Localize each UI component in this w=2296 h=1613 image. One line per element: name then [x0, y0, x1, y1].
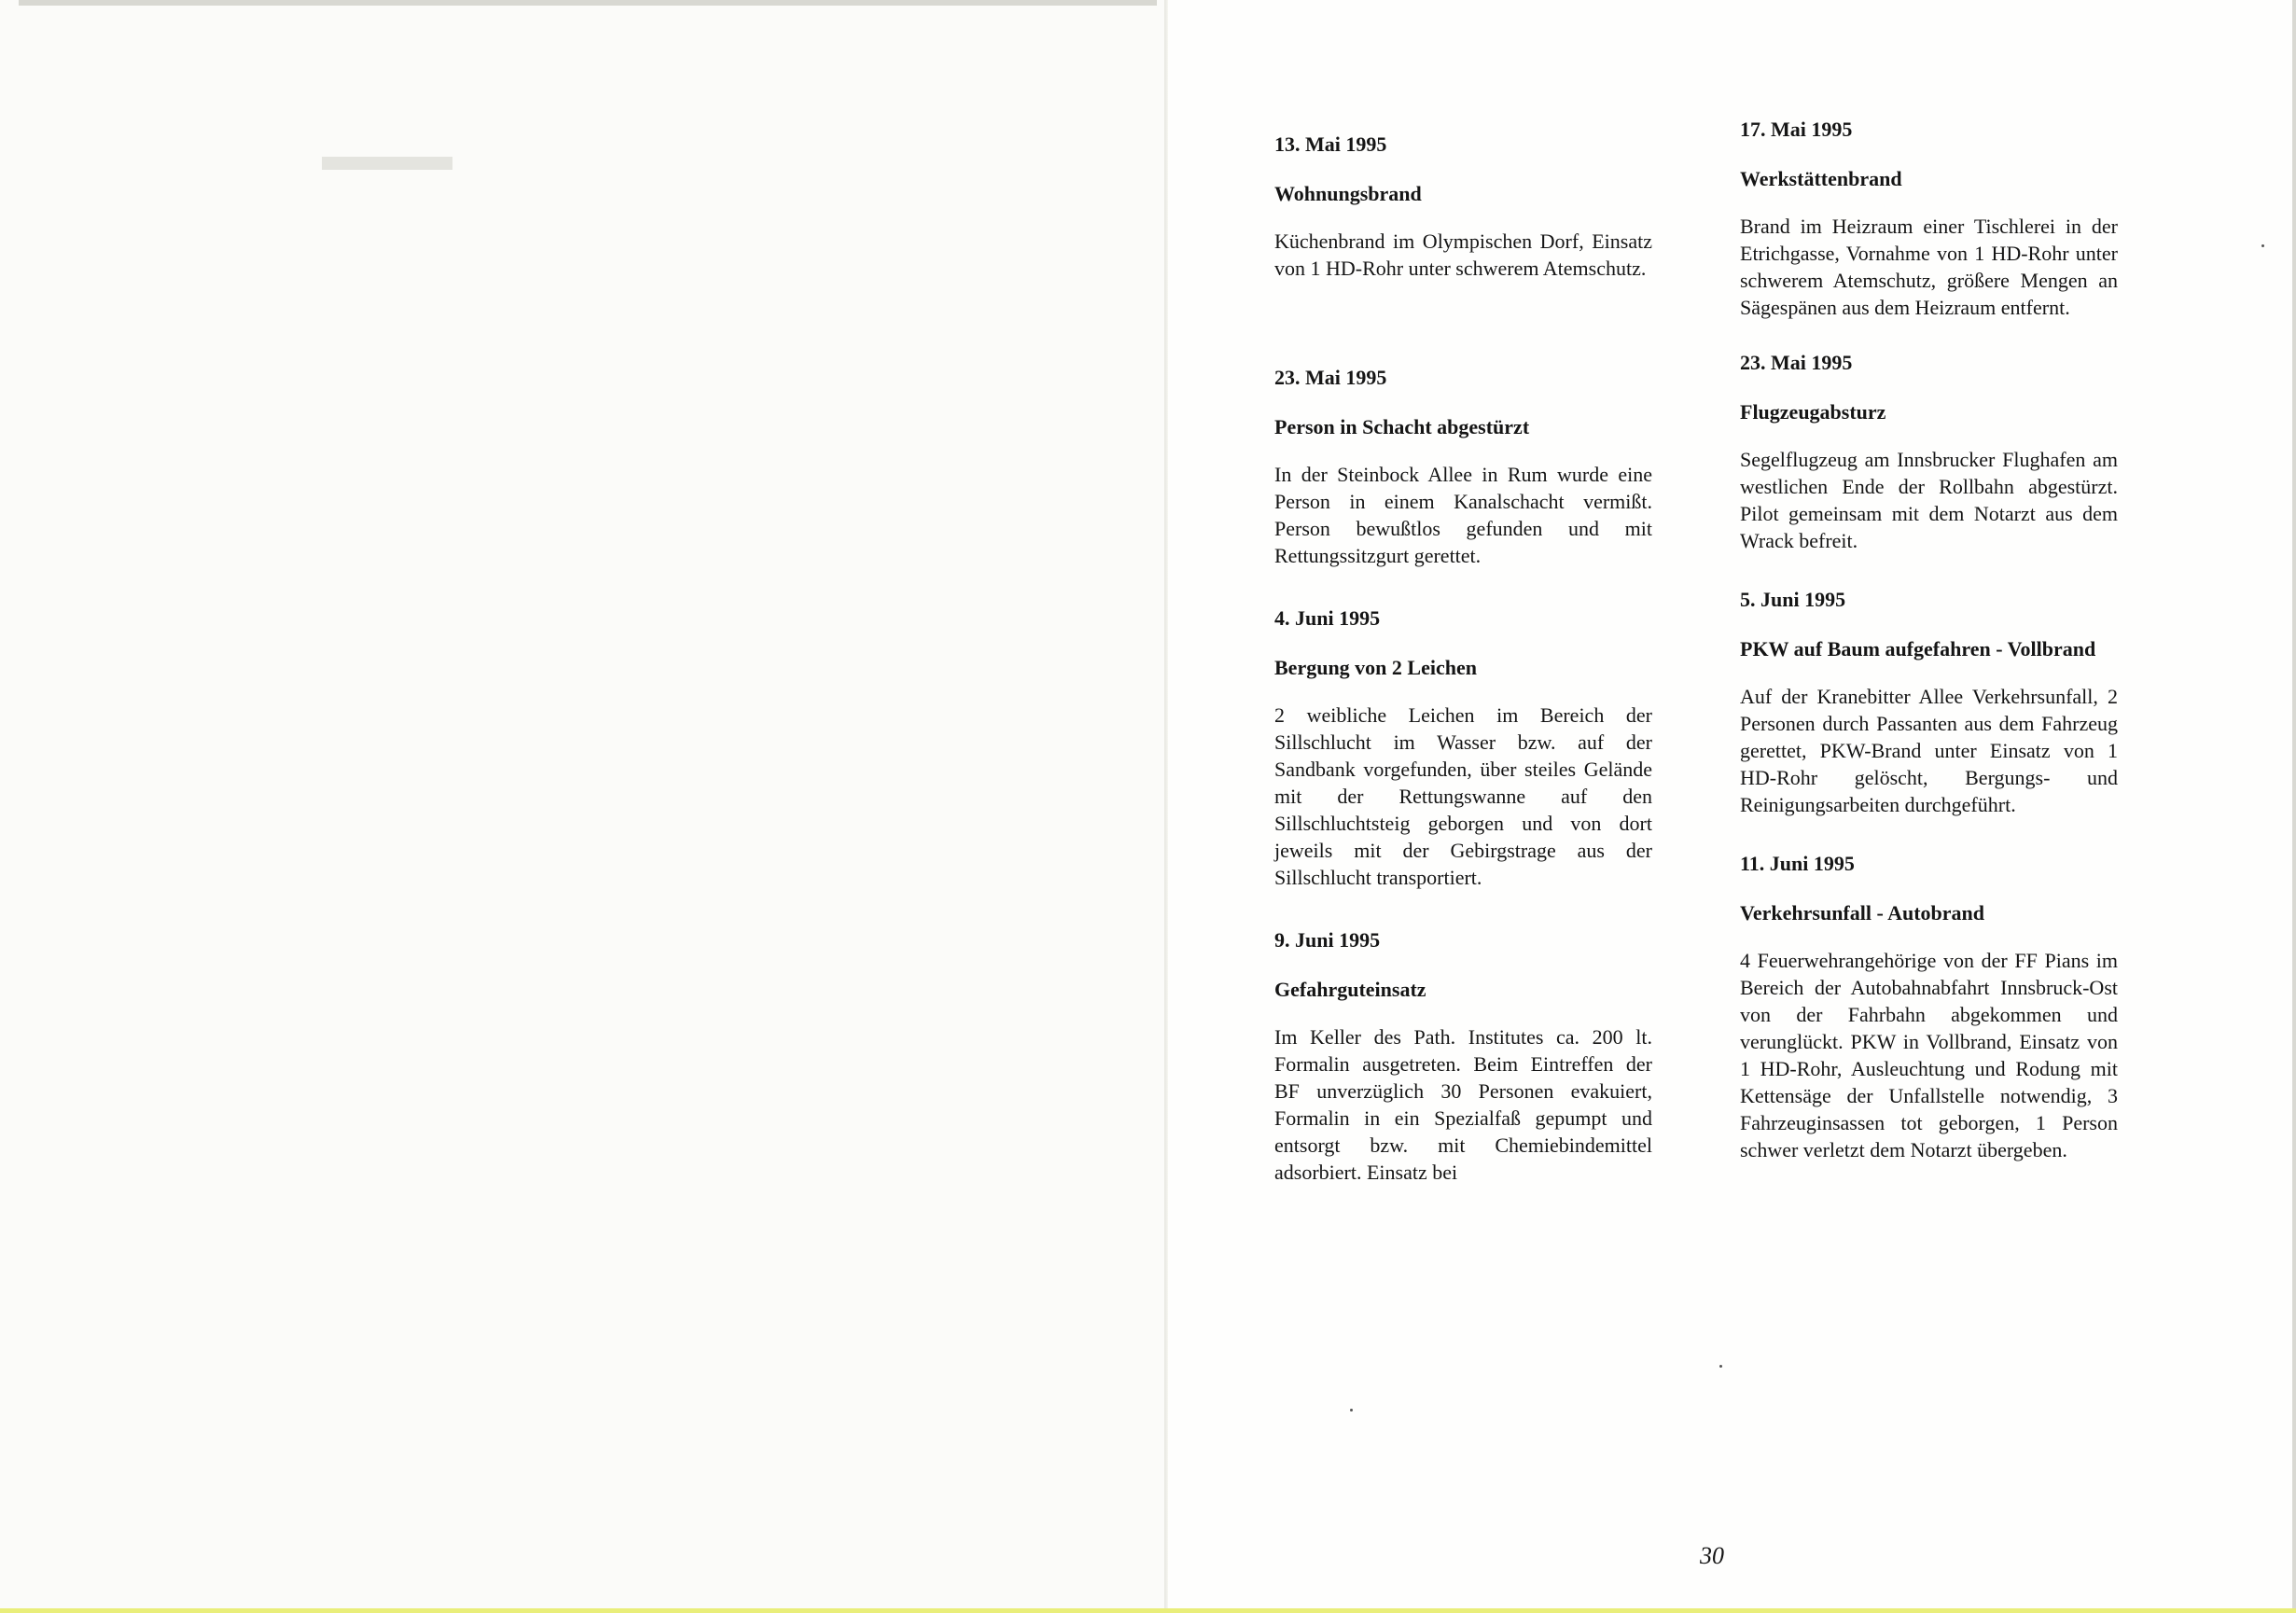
entry — [1274, 131, 1652, 282]
scan-speck — [2261, 244, 2264, 247]
right-page-column-2 — [1740, 116, 2118, 1182]
entry — [1274, 605, 1652, 891]
entry-text: In der Steinbock Allee in Rum wurde eine Person in einem Kanalschacht vermißt. Person bewußtlos gefunden und mit Rettungssitzgurt gerettet. — [1274, 463, 1652, 567]
entry-date: 9. Juni 1995 — [1274, 928, 1381, 952]
page-number: 30 — [1700, 1542, 1724, 1569]
entry-date: 13. Mai 1995 — [1274, 132, 1387, 156]
entry-title: Gefahrguteinsatz — [1274, 978, 1426, 1001]
entry-title: Bergung von 2 Leichen — [1274, 656, 1477, 679]
entry — [1274, 364, 1652, 569]
entry — [1740, 116, 2118, 321]
entry-date: 5. Juni 1995 — [1740, 588, 1846, 611]
page-bottom-edge — [0, 1608, 2296, 1613]
entry — [1740, 349, 2118, 554]
entry-text: 2 weibliche Leichen im Bereich der Sillschlucht im Wasser bzw. auf der Sandbank vorgefunden, über steiles Gelände mit der Rettungswanne auf den Sillschluchtsteig geborgen und von dort jeweils mit der Gebirgstrage aus der Sillschlucht transportiert. — [1274, 703, 1652, 889]
entry-title: PKW auf Baum aufgefahren - Vollbrand — [1740, 637, 2096, 660]
entry-date: 23. Mai 1995 — [1740, 351, 1853, 374]
entry-text: 4 Feuerwehrangehörige von der FF Pians im Bereich der Autobahnabfahrt Innsbruck-Ost von der Fahrbahn abgekommen und verunglückt. PKW in Vollbrand, Einsatz von 1 HD-Rohr, Ausleuchtung und Rodung mit Kettensäge der Unfallstelle notwendig, 3 Fahrzeuginsassen tot geborgen, 1 Person schwer verletzt dem Notarzt übergeben. — [1740, 949, 2118, 1161]
scan-speck — [1719, 1365, 1722, 1368]
entry-title: Wohnungsbrand — [1274, 182, 1422, 205]
right-page-column-1 — [1274, 131, 1652, 1204]
entry — [1274, 926, 1652, 1186]
entry-title: Person in Schacht abgestürzt — [1274, 415, 1530, 438]
entry-text: Küchenbrand im Olympischen Dorf, Einsatz von 1 HD-Rohr unter schwerem Atemschutz. — [1274, 229, 1652, 280]
bleed-through-left-col-1 — [191, 149, 527, 176]
entry-date: 4. Juni 1995 — [1274, 606, 1381, 630]
entry-text: Auf der Kranebitter Allee Verkehrsunfall, 2 Personen durch Passanten aus dem Fahrzeug gerettet, PKW-Brand unter Einsatz von 1 HD-Rohr gelöscht, Bergungs- und Reinigungsarbeiten durchgeführt. — [1740, 685, 2118, 816]
page-right-edge — [2292, 0, 2296, 1613]
entry-text: Segelflugzeug am Innsbrucker Flughafen am westlichen Ende der Rollbahn abgestürzt. Pilot gemeinsam mit dem Notarzt aus dem Wrack befreit. — [1740, 448, 2118, 552]
entry-title: Flugzeugabsturz — [1740, 400, 1886, 424]
entry-title: Werkstättenbrand — [1740, 167, 1902, 190]
page-top-edge — [19, 0, 1157, 6]
entry-text: Im Keller des Path. Institutes ca. 200 lt. Formalin ausgetreten. Beim Eintreffen der BF unverzüglich 30 Personen evakuiert, Formalin in ein Spezialfaß gepumpt und entsorgt bzw. mit Chemiebindemittel adsorbiert. Einsatz bei — [1274, 1025, 1652, 1184]
entry-date: 11. Juni 1995 — [1740, 852, 1855, 875]
entry-date: 23. Mai 1995 — [1274, 366, 1387, 389]
entry — [1740, 586, 2118, 818]
entry-date: 17. Mai 1995 — [1740, 118, 1853, 141]
entry-title: Verkehrsunfall - Autobrand — [1740, 901, 1985, 925]
entry — [1740, 850, 2118, 1163]
entry-text: Brand im Heizraum einer Tischlerei in der Etrichgasse, Vornahme von 1 HD-Rohr unter schwerem Atemschutz, größere Mengen an Sägespänen aus dem Heizraum entfernt. — [1740, 215, 2118, 319]
scan-speck — [1350, 1409, 1353, 1411]
